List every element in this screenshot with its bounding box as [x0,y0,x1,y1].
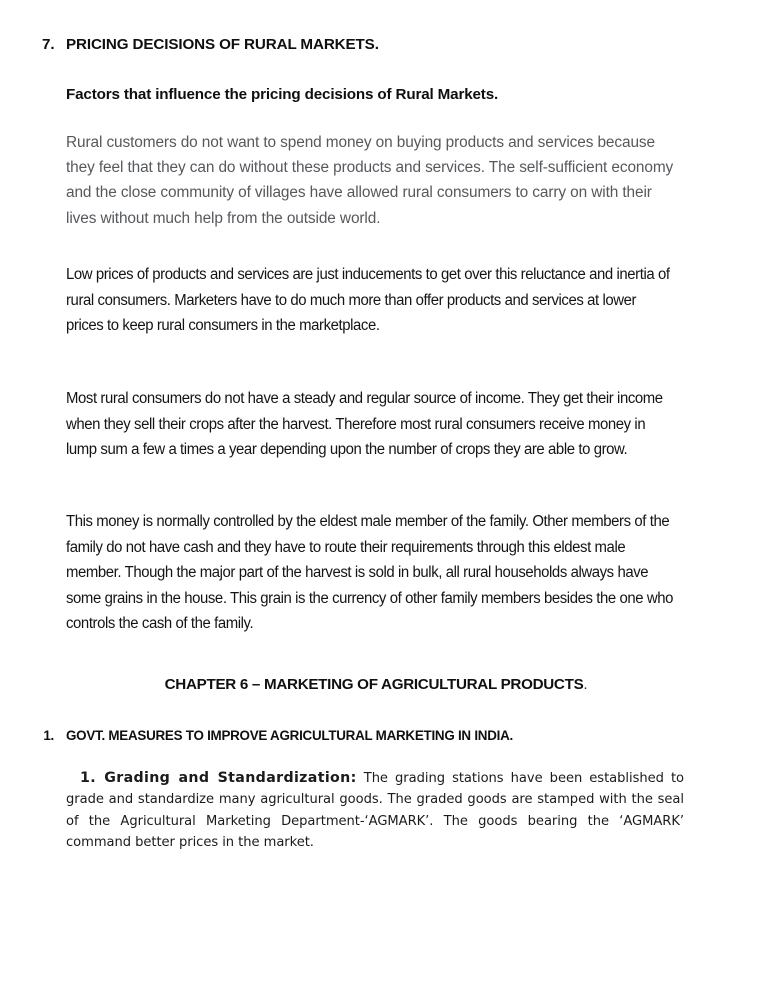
section-heading-text: GOVT. MEASURES TO IMPROVE AGRICULTURAL MARKETING IN INDIA. [66,728,513,743]
section-number: 1. [43,728,54,743]
item-grading-standardization [66,768,684,854]
item-body-text: The grading stations have been established to grade and standardize many agricultural goods. The graded goods are stamped with the seal of the Agricultural Marketing Department-‘AGMARK’. The goods bearing the ‘AGMARK’ command better prices in the market. [66,771,685,851]
body-paragraph-1: Rural customers do not want to spend money on buying products and services because they feel that they can do without these products and services. The self-sufficient economy and the close community of villages have allowed rural consumers to carry on with their lives without much help from the outside world. [66,134,674,227]
section-number: 7. [42,36,55,53]
subheading-factors: Factors that influence the pricing decisions of Rural Markets. [66,86,499,103]
body-paragraph-2: Low prices of products and services are just inducements to get over this reluctance and inertia of rural consumers. Marketers have to do much more than offer products and services at lower prices to keep rural consumers in the marketplace. [66,266,670,335]
body-paragraph-4: This money is normally controlled by the eldest male member of the family. Other members of the family do not have cash and they have to route their requirements through this eldest male member. Though the major part of the harvest is sold in bulk, all rural households always have some grains in the house. This grain is the currency of other family members besides the one who controls the cash of the family. [66,513,674,633]
section-heading-text: PRICING DECISIONS OF RURAL MARKETS. [66,36,379,53]
chapter-heading-period: . [583,676,588,693]
section-heading-1 [8,728,708,743]
chapter-heading [66,676,686,693]
chapter-heading-text: CHAPTER 6 – MARKETING OF AGRICULTURAL PRODUCTS [164,676,584,693]
section-heading-7 [42,36,692,53]
body-paragraph-3: Most rural consumers do not have a steady and regular source of income. They get their income when they sell their crops after the harvest. Therefore most rural consumers receive money in lump sum a few a times a year depending upon the number of crops they are able to grow. [66,390,663,459]
item-lead-in: 1. Grading and Standardization: [80,770,357,786]
